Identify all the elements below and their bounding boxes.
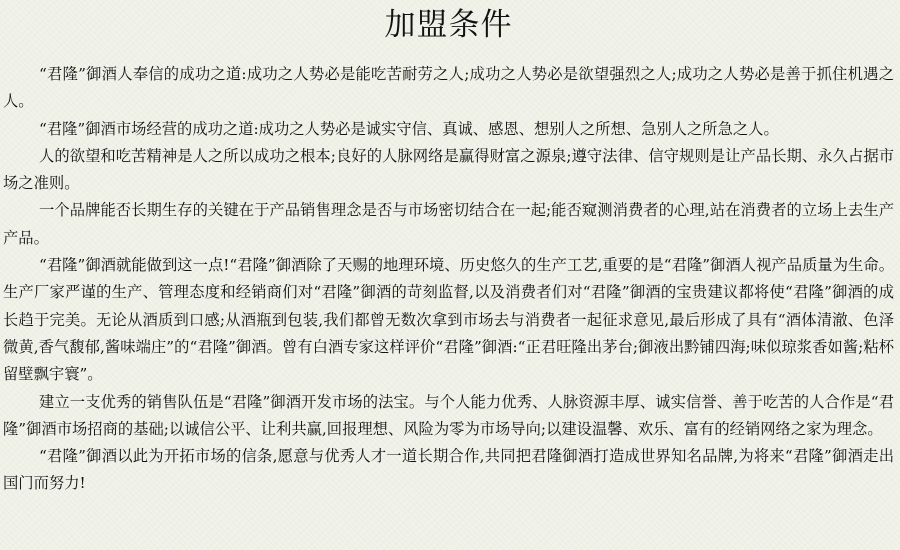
paragraph-1: “君隆”御酒人奉信的成功之道:成功之人势必是能吃苦耐劳之人;成功之人势必是欲望强烈之人;成功之人势必是善于抓住机遇之人。 xyxy=(3,65,894,111)
paragraph-6: 建立一支优秀的销售队伍是“君隆”御酒开发市场的法宝。与个人能力优秀、人脉资源丰厚、诚实信誉、善于吃苦的人合作是“君隆”御酒市场招商的基础;以诚信公平、让利共赢,回报理想、风险为零为市场导向;以建设温馨、欢乐、富有的经销网络之家为理念。 xyxy=(3,392,894,438)
paragraph-7: “君隆”御酒以此为开拓市场的信条,愿意与优秀人才一道长期合作,共同把君隆御酒打造成世界知名品牌,为将来“君隆”御酒走出国门而努力! xyxy=(3,447,894,493)
paragraph-5: “君隆”御酒就能做到这一点!“君隆”御酒除了天赐的地理环境、历史悠久的生产工艺,重要的是“君隆”御酒人视产品质量为生命。生产厂家严谨的生产、管理态度和经销商们对“君隆”御酒的苛刻监督,以及消费者们对“君隆”御酒的宝贵建议都将使“君隆”御酒的成长趋于完美。无论从酒质到口感;从酒瓶到包装,我们都曾无数次拿到市场去与消费者一起征求意见,最后形成了具有“酒体清澈、色泽微黄,香气馥郁,酱味端庄”的“君隆”御酒。曾有白酒专家这样评价“君隆”御酒:“正君旺隆出茅台;御液出黔铺四海;味似琼浆香如酱;粘杯留壁飘宇寰”。 xyxy=(3,256,894,384)
page-title: 加盟条件 xyxy=(384,7,513,43)
paragraph-3: 人的欲望和吃苦精神是人之所以成功之根本;良好的人脉网络是赢得财富之源泉;遵守法律、信守规则是让产品长期、永久占据市场之准则。 xyxy=(3,146,894,193)
paragraph-2: “君隆”御酒市场经营的成功之道:成功之人势必是诚实守信、真诚、感恩、想别人之所想、急别人之所急之人。 xyxy=(39,119,779,138)
paragraph-4: 一个品牌能否长期生存的关键在于产品销售理念是否与市场密切结合在一起;能否窥测消费者的心理,站在消费者的立场上去生产产品。 xyxy=(3,201,894,247)
article-body xyxy=(3,61,894,498)
